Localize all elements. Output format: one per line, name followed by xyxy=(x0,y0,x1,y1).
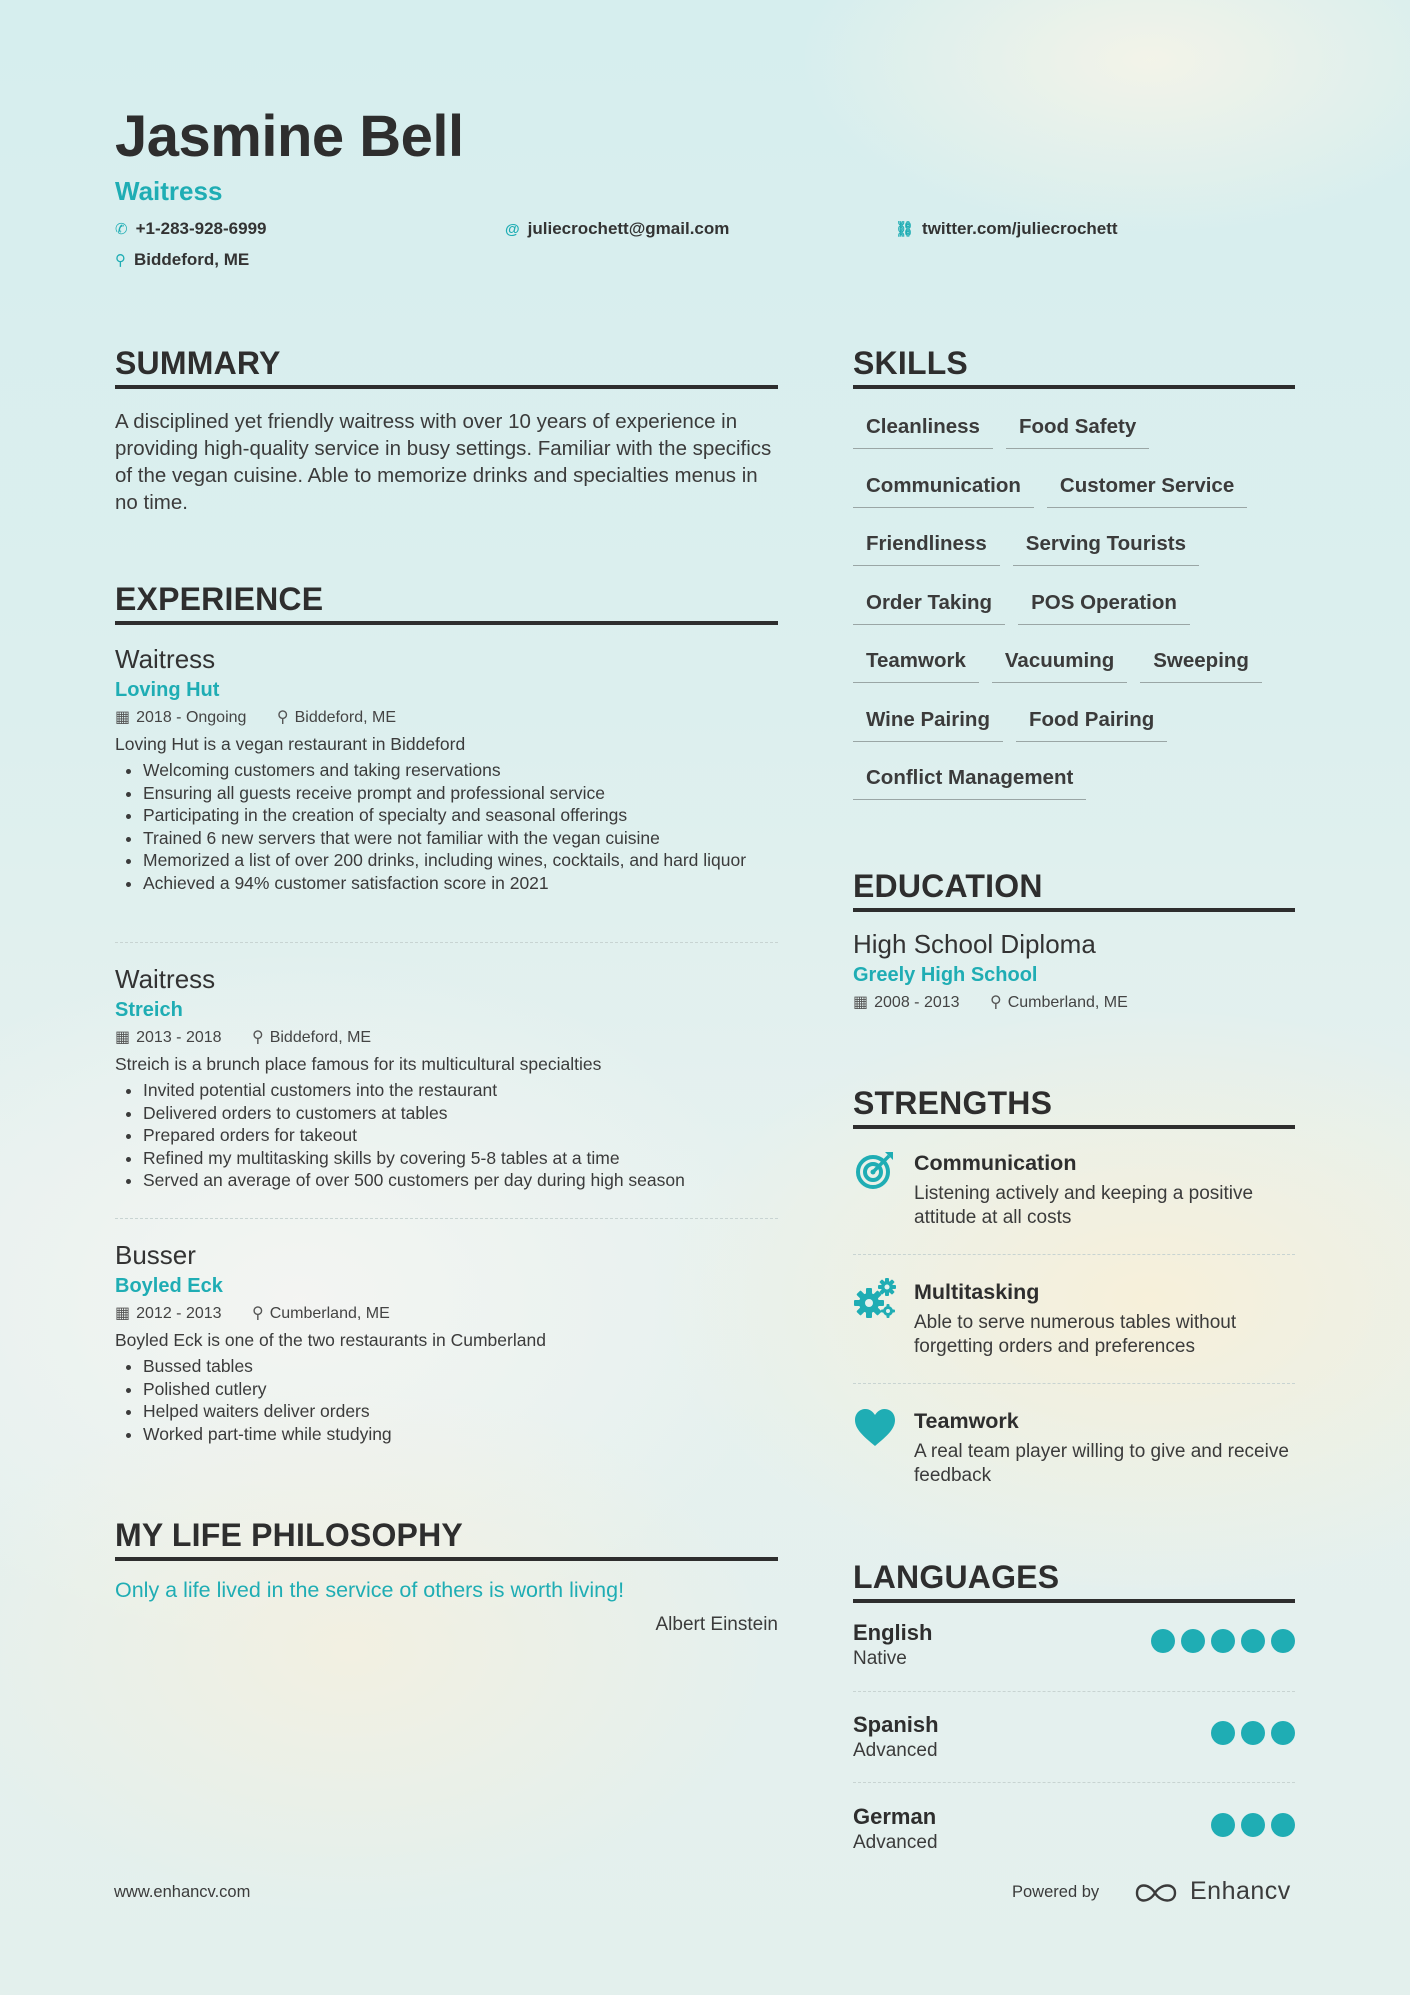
proficiency-dot xyxy=(1211,1721,1235,1745)
job-bullets xyxy=(115,1079,778,1192)
philosophy-quote: Only a life lived in the service of others is worth living! xyxy=(115,1578,625,1602)
skill-tag: Customer Service xyxy=(1047,469,1247,508)
proficiency-dot xyxy=(1271,1721,1295,1745)
location-contact xyxy=(115,250,249,270)
skills-row xyxy=(853,586,1303,645)
proficiency-dots xyxy=(1205,1813,1295,1837)
job-dates: 2018 - Ongoing xyxy=(136,709,247,726)
education-meta xyxy=(853,990,1295,1016)
skill-tag: Order Taking xyxy=(853,586,1005,625)
language-divider xyxy=(853,1782,1295,1783)
map-pin-icon: ⚲ xyxy=(115,252,126,269)
language-divider xyxy=(853,1691,1295,1692)
job-bullet: • Delivered orders to customers at tables xyxy=(143,1102,778,1125)
candidate-role: Waitress xyxy=(115,176,223,206)
skills-row xyxy=(853,527,1303,586)
proficiency-dot xyxy=(1181,1629,1205,1653)
job-description: Boyled Eck is one of the two restaurants in Cumberland xyxy=(115,1330,546,1350)
calendar-icon: ▦ xyxy=(115,709,131,726)
education-heading: EDUCATION xyxy=(853,866,1295,912)
calendar-icon: ▦ xyxy=(853,994,869,1011)
proficiency-dot xyxy=(1241,1721,1265,1745)
job-location: Cumberland, ME xyxy=(269,1305,390,1322)
proficiency-dots xyxy=(1205,1721,1295,1745)
job-meta xyxy=(115,705,778,731)
job-dates: 2012 - 2013 xyxy=(136,1305,222,1322)
job-company: Streich xyxy=(115,999,183,1021)
job-dates: 2013 - 2018 xyxy=(136,1029,222,1046)
map-pin-icon: ⚲ xyxy=(989,994,1002,1011)
strength-title: Teamwork xyxy=(914,1409,1019,1433)
strength-divider xyxy=(853,1254,1295,1255)
resume-header xyxy=(115,100,1295,208)
experience-heading: EXPERIENCE xyxy=(115,579,778,625)
education-item xyxy=(853,928,1295,1016)
job-title: Waitress xyxy=(115,964,216,994)
language-level: Advanced xyxy=(853,1740,938,1761)
skill-tag: Conflict Management xyxy=(853,761,1086,800)
strength-divider xyxy=(853,1383,1295,1384)
link-text[interactable]: twitter.com/juliecrochett xyxy=(922,219,1118,238)
job-bullet: • Served an average of over 500 customers per day during high season xyxy=(143,1169,778,1192)
language-name: English xyxy=(853,1620,933,1645)
experience-item xyxy=(115,963,778,1192)
job-bullet: • Trained 6 new servers that were not familiar with the vegan cuisine xyxy=(143,827,778,850)
proficiency-dot xyxy=(1241,1629,1265,1653)
language-name: Spanish xyxy=(853,1712,939,1737)
powered-by-label: Powered by xyxy=(1012,1883,1100,1901)
job-bullet: • Worked part-time while studying xyxy=(143,1423,778,1446)
job-bullet: • Participating in the creation of specialty and seasonal offerings xyxy=(143,804,778,827)
language-level: Advanced xyxy=(853,1832,938,1853)
job-bullet: • Prepared orders for takeout xyxy=(143,1124,778,1147)
skill-tag: Sweeping xyxy=(1140,644,1262,683)
proficiency-dot xyxy=(1271,1629,1295,1653)
language-item xyxy=(853,1619,1295,1671)
job-bullet: • Memorized a list of over 200 drinks, including wines, cocktails, and hard liquor xyxy=(143,849,778,872)
footer-url[interactable]: www.enhancv.com xyxy=(114,1883,251,1901)
at-icon: @ xyxy=(505,221,520,238)
philosophy-heading: MY LIFE PHILOSOPHY xyxy=(115,1515,778,1561)
skill-tag: Wine Pairing xyxy=(853,703,1003,742)
skills-row xyxy=(853,761,1303,820)
language-item xyxy=(853,1711,1295,1763)
strength-description: Able to serve numerous tables without forgetting orders and preferences xyxy=(914,1312,1237,1357)
proficiency-dot xyxy=(1151,1629,1175,1653)
skill-tag: Teamwork xyxy=(853,644,979,683)
job-bullet: • Helped waiters deliver orders xyxy=(143,1400,778,1423)
job-bullets xyxy=(115,759,778,894)
job-company: Boyled Eck xyxy=(115,1275,223,1297)
target-icon xyxy=(853,1148,897,1192)
job-bullet: • Ensuring all guests receive prompt and professional service xyxy=(143,782,778,805)
skill-tag: POS Operation xyxy=(1018,586,1190,625)
phone-icon: ✆ xyxy=(115,221,128,238)
language-item xyxy=(853,1803,1295,1855)
summary-text: A disciplined yet friendly waitress with over 10 years of experience in providing high-quality service in busy settings. Familiar with the specifics of the vegan cuisine. Able to memorize drinks and specialties menus in no time. xyxy=(115,410,772,514)
job-bullet: • Polished cutlery xyxy=(143,1378,778,1401)
job-description: Loving Hut is a vegan restaurant in Biddeford xyxy=(115,734,466,754)
languages-heading: LANGUAGES xyxy=(853,1557,1295,1603)
job-bullets xyxy=(115,1355,778,1445)
map-pin-icon: ⚲ xyxy=(251,1305,264,1322)
education-location: Cumberland, ME xyxy=(1007,994,1128,1011)
proficiency-dot xyxy=(1271,1813,1295,1837)
language-level: Native xyxy=(853,1648,907,1669)
strength-title: Multitasking xyxy=(914,1280,1040,1304)
enhancv-brand: Enhancv xyxy=(1190,1877,1291,1905)
job-title: Busser xyxy=(115,1240,196,1270)
education-dates: 2008 - 2013 xyxy=(874,994,960,1011)
candidate-name: Jasmine Bell xyxy=(115,104,464,169)
map-pin-icon: ⚲ xyxy=(251,1029,264,1046)
degree-title: High School Diploma xyxy=(853,929,1096,959)
job-bullet: • Refined my multitasking skills by covering 5-8 tables at a time xyxy=(143,1147,778,1170)
skills-row xyxy=(853,410,1303,469)
experience-item xyxy=(115,1239,778,1445)
skill-tag: Vacuuming xyxy=(992,644,1127,683)
email-contact[interactable] xyxy=(505,219,729,239)
job-bullet: • Achieved a 94% customer satisfaction score in 2021 xyxy=(143,872,778,895)
proficiency-dots xyxy=(1145,1629,1295,1653)
skill-tag: Communication xyxy=(853,469,1034,508)
job-title: Waitress xyxy=(115,644,216,674)
skill-tag: Food Pairing xyxy=(1016,703,1167,742)
summary-heading: SUMMARY xyxy=(115,343,778,389)
skills-row xyxy=(853,644,1303,703)
strength-description: Listening actively and keeping a positive attitude at all costs xyxy=(914,1183,1254,1228)
map-pin-icon: ⚲ xyxy=(276,709,289,726)
job-divider xyxy=(115,942,778,943)
language-name: German xyxy=(853,1804,937,1829)
phone-text: +1-283-928-6999 xyxy=(135,219,267,238)
philosophy-author: Albert Einstein xyxy=(655,1614,778,1635)
heart-icon xyxy=(853,1406,897,1450)
phone-contact xyxy=(115,219,267,239)
gears-icon xyxy=(853,1277,897,1321)
job-description: Streich is a brunch place famous for its multicultural specialties xyxy=(115,1054,602,1074)
skills-row xyxy=(853,469,1303,528)
job-bullet: • Invited potential customers into the restaurant xyxy=(143,1079,778,1102)
proficiency-dot xyxy=(1211,1629,1235,1653)
skills-heading: SKILLS xyxy=(853,343,1295,389)
skill-tag: Serving Tourists xyxy=(1013,527,1199,566)
experience-item xyxy=(115,643,778,894)
skills-row xyxy=(853,703,1303,762)
job-location: Biddeford, ME xyxy=(269,1029,372,1046)
skill-tag: Friendliness xyxy=(853,527,1000,566)
link-contact[interactable] xyxy=(895,219,1118,239)
job-bullet: • Welcoming customers and taking reservations xyxy=(143,759,778,782)
proficiency-dot xyxy=(1241,1813,1265,1837)
email-text[interactable]: juliecrochett@gmail.com xyxy=(527,219,730,238)
strength-title: Communication xyxy=(914,1151,1077,1175)
school-name: Greely High School xyxy=(853,964,1038,986)
skill-tag: Food Safety xyxy=(1006,410,1149,449)
job-location: Biddeford, ME xyxy=(294,709,396,726)
job-bullet: • Bussed tables xyxy=(143,1355,778,1378)
proficiency-dot xyxy=(1211,1813,1235,1837)
skill-tag: Cleanliness xyxy=(853,410,993,449)
location-text: Biddeford, ME xyxy=(134,250,250,269)
strengths-heading: STRENGTHS xyxy=(853,1083,1295,1129)
calendar-icon: ▦ xyxy=(115,1029,131,1046)
link-icon: ⛓ xyxy=(895,221,915,238)
skills-list xyxy=(853,410,1303,820)
job-divider xyxy=(115,1218,778,1219)
job-meta xyxy=(115,1301,778,1327)
job-company: Loving Hut xyxy=(115,679,220,701)
calendar-icon: ▦ xyxy=(115,1305,131,1322)
job-meta xyxy=(115,1025,778,1051)
strength-description: A real team player willing to give and receive feedback xyxy=(914,1441,1289,1486)
